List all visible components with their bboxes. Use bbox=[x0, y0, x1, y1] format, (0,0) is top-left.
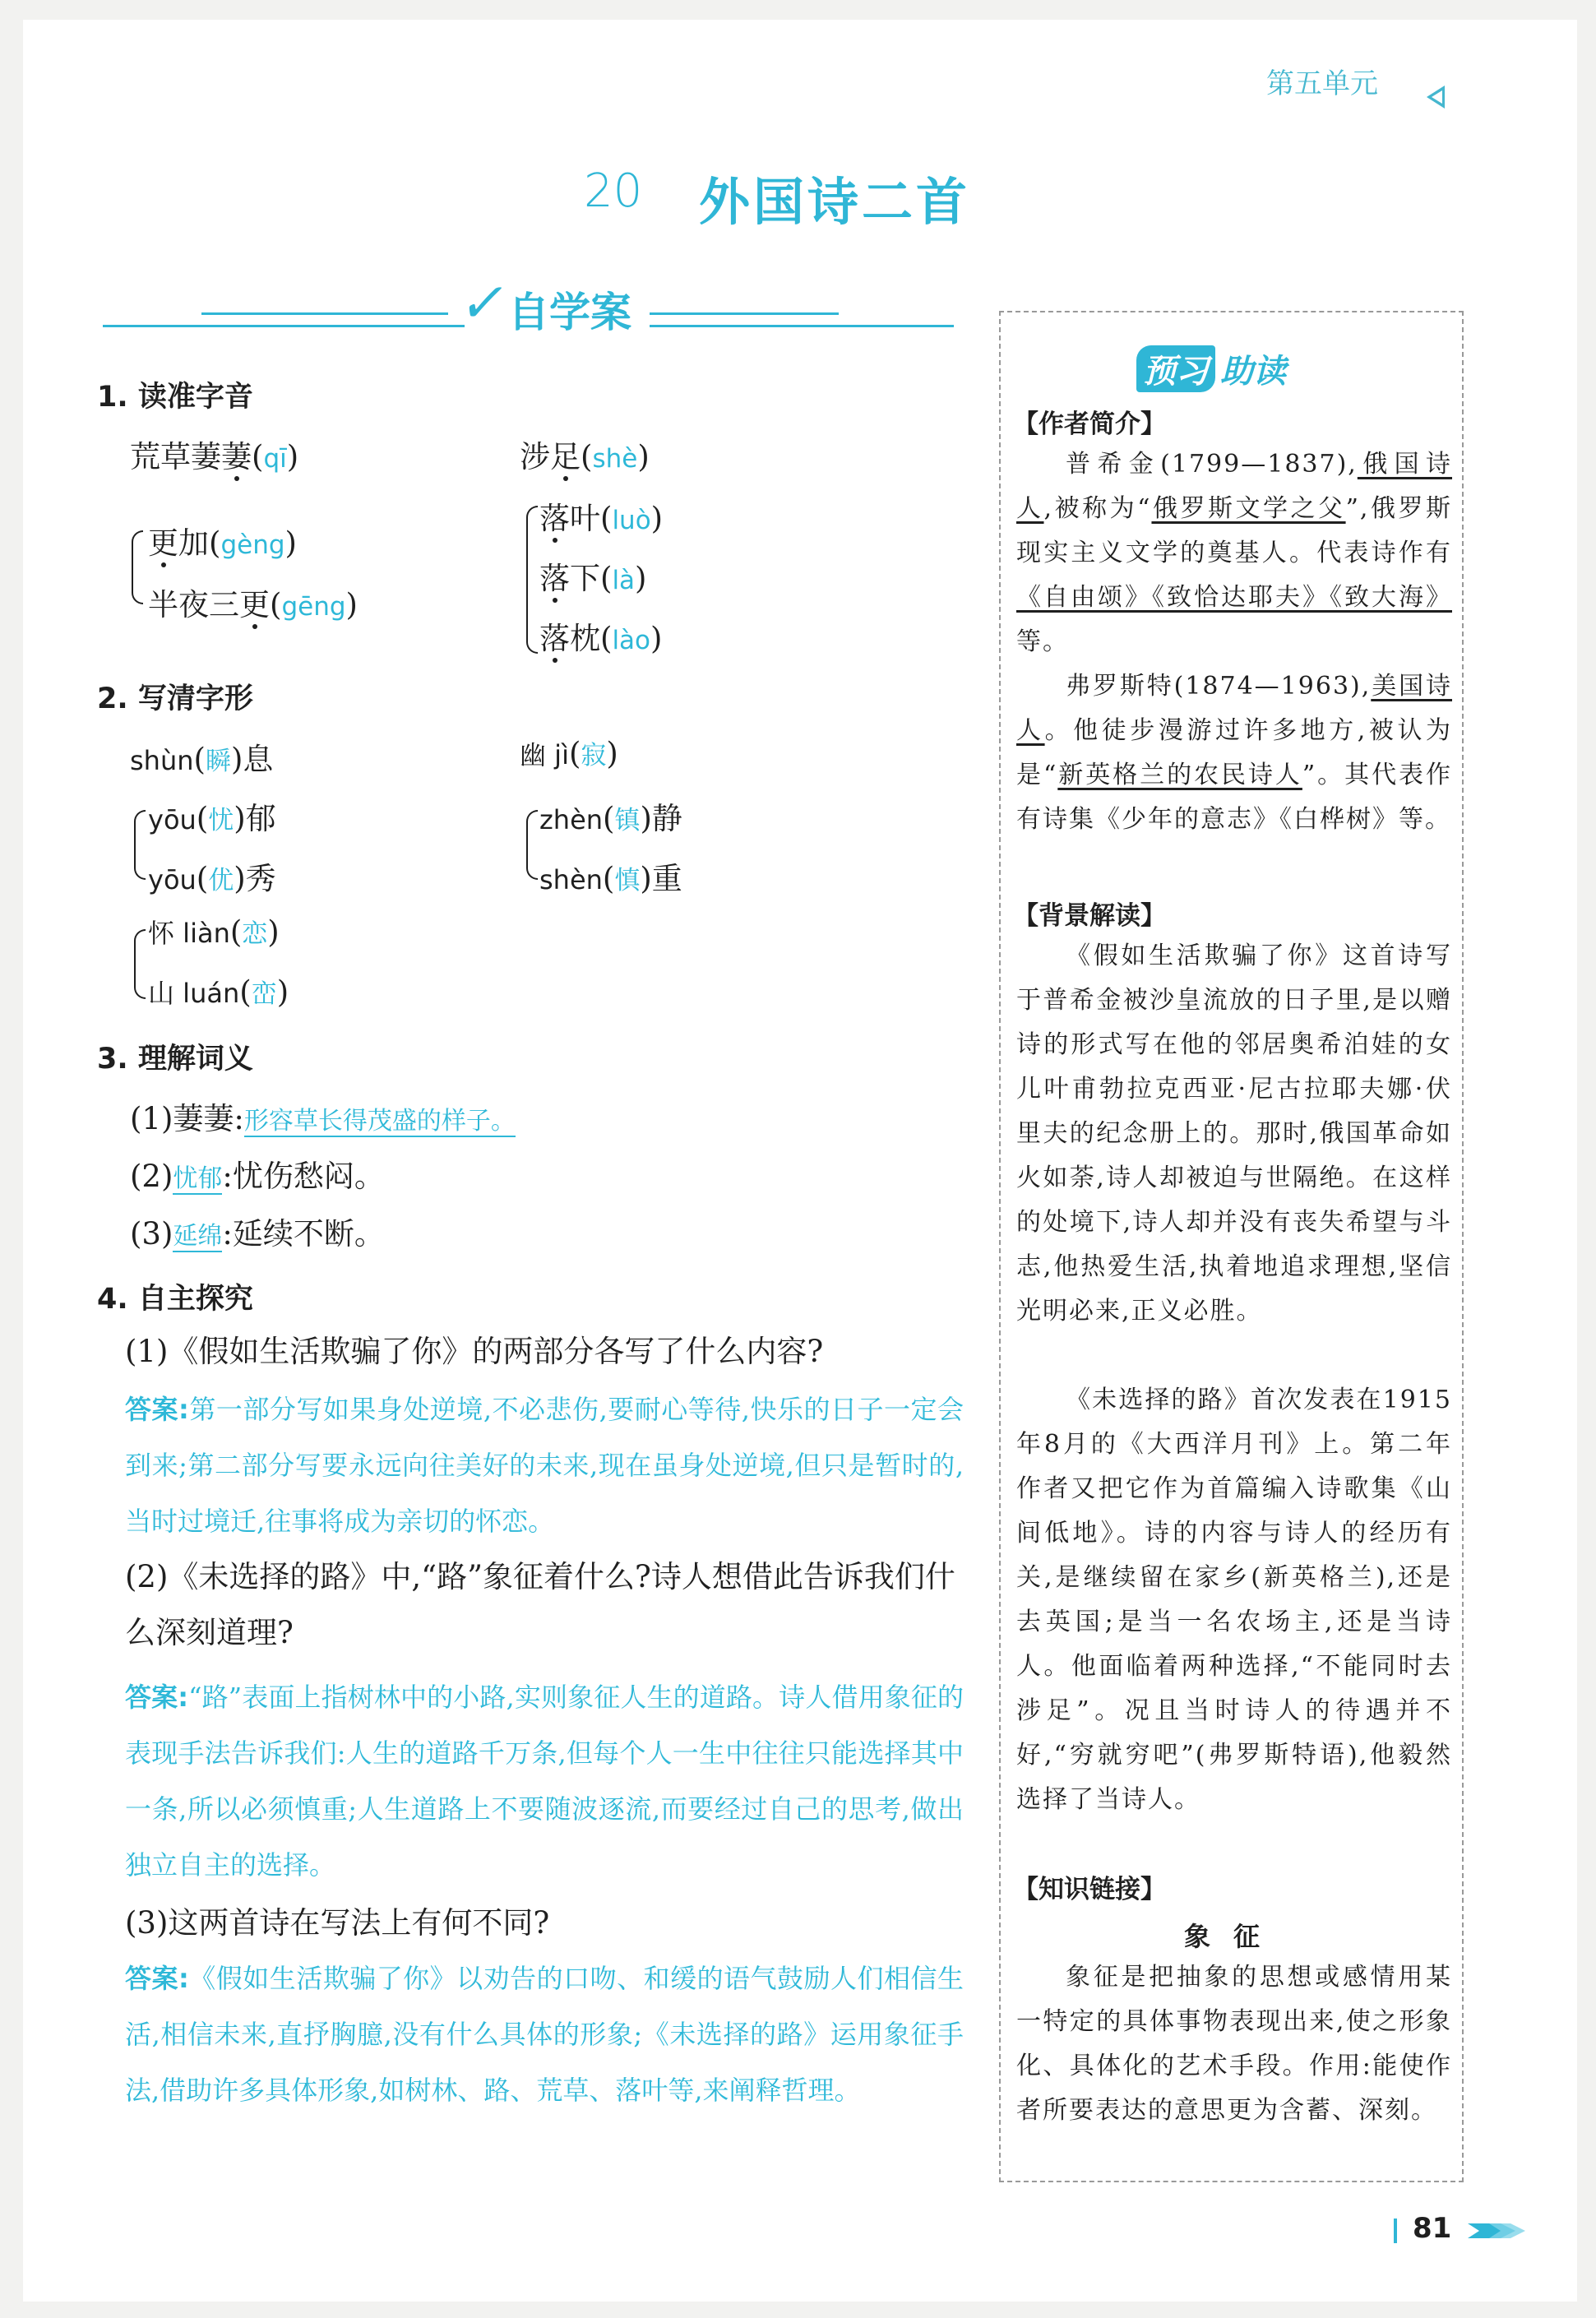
sidebar-paragraph: 普希金(1799—1837),俄国诗人,被称为“俄罗斯文学之父”,俄罗斯现实主义文学的奠基人。代表诗作有《自由颂》《致恰达耶夫》《致大海》等。 bbox=[1016, 450, 1453, 656]
section-banner: 自学案 bbox=[508, 289, 631, 336]
page-number: 81 bbox=[1413, 2212, 1452, 2245]
vocab-item: (3)延绵:延续不断。 bbox=[130, 1216, 385, 1252]
lesson-number: 20 bbox=[584, 164, 643, 218]
char-item: zhèn(镇)静 bbox=[539, 801, 682, 836]
sidebar-paragraph: 《未选择的路》首次发表在1915年8月的《大西洋月刊》上。第二年作者又把它作为首篇编入诗歌集《山间低地》。诗的内容与诗人的经历有关,是继续留在家乡(新英格兰),还是去英国;是当一名农场主,还是当诗人。他面临着两种选择,“不能同时去涉足”。况且当时诗人的待遇并不好,“穷就穷吧”(弗罗斯特语),他毅然选择了当诗人。 bbox=[1016, 1386, 1452, 1814]
checkmark-icon: ✓ bbox=[455, 271, 515, 335]
sidebar-heading: 【作者简介】 bbox=[1013, 409, 1166, 439]
page-number-bar bbox=[1394, 2219, 1397, 2243]
sidebar-paragraph: 象征是把抽象的思想或感情用某一特定的具体事物表现出来,使之形象化、具体化的艺术手段。作用:能使作者所要表达的意思更为含蓄、深刻。 bbox=[1016, 1963, 1452, 2125]
question: (3)这两首诗在写法上有何不同? bbox=[125, 1905, 550, 1941]
answer: 答案:“路”表面上指树林中的小路,实则象征人生的道路。诗人借用象征的表现手法告诉我们:人生的道路千万条,但每个人一生中往往只能选择其中一条,所以必须慎重;人生道路上不要随波逐流,而要经过自己的思考,做出独立自主的选择。 bbox=[125, 1682, 964, 1881]
char-item: 幽 jì(寂) bbox=[520, 736, 618, 771]
sidebar-paragraph: 弗罗斯特(1874—1963),美国诗人。他徒步漫游过许多地方,被认为是“新英格兰的农民诗人”。其代表作有诗集《少年的意志》《白桦树》等。 bbox=[1016, 672, 1453, 834]
pinyin-item: 荒草萋萋(qī) bbox=[130, 439, 299, 474]
char-item: shèn(慎)重 bbox=[539, 861, 682, 896]
char-item: yōu(优)秀 bbox=[148, 861, 276, 896]
pinyin-item: 落枕(lào) bbox=[539, 621, 663, 656]
banner-line-left-2 bbox=[201, 312, 448, 315]
vocab-item: (1)萋萋:形容草长得茂盛的样子。 bbox=[130, 1101, 516, 1136]
brace bbox=[134, 929, 146, 999]
banner-line-left bbox=[103, 325, 465, 327]
vocab-item: (2)忧郁:忧伤愁闷。 bbox=[130, 1159, 385, 1194]
lesson-title: 外国诗二首 bbox=[699, 172, 971, 232]
pinyin-item: 落下(là) bbox=[539, 561, 647, 596]
char-item: 山 luán(峦) bbox=[148, 974, 289, 1010]
answer: 答案:《假如生活欺骗了你》以劝告的口吻、和缓的语气鼓励人们相信生活,相信未来,直抒胸臆,没有什么具体的形象;《未选择的路》运用象征手法,借助许多具体形象,如树林、路、荒草、落叶等,来阐释哲理。 bbox=[125, 1963, 964, 2106]
section-heading: 3. 理解词义 bbox=[97, 1043, 253, 1076]
banner-line-right-2 bbox=[650, 312, 839, 315]
question: (2)《未选择的路》中,“路”象征着什么?诗人想借此告诉我们什么深刻道理? bbox=[125, 1559, 955, 1650]
sidebar-heading: 【背景解读】 bbox=[1013, 901, 1166, 931]
sidebar-title: 预习 助读 bbox=[1136, 345, 1286, 392]
pinyin-item: 更加(gèng) bbox=[148, 525, 297, 561]
section-heading: 4. 自主探究 bbox=[97, 1283, 253, 1316]
pinyin-item: 涉足(shè) bbox=[520, 439, 650, 474]
question: (1)《假如生活欺骗了你》的两部分各写了什么内容? bbox=[125, 1334, 824, 1369]
banner-line-right bbox=[650, 325, 954, 327]
section-heading: 1. 读准字音 bbox=[97, 381, 253, 414]
brace bbox=[132, 530, 143, 604]
char-item: yōu(忧)郁 bbox=[148, 801, 276, 836]
char-item: 怀 liàn(恋) bbox=[148, 914, 280, 950]
pinyin-item: 半夜三更(gēng) bbox=[148, 587, 358, 622]
char-item: shùn(瞬)息 bbox=[130, 742, 274, 777]
sidebar-heading: 【知识链接】 bbox=[1013, 1875, 1166, 1904]
brace bbox=[134, 810, 146, 880]
brace bbox=[526, 506, 538, 654]
brace bbox=[526, 810, 538, 880]
answer: 答案:第一部分写如果身处逆境,不必悲伤,要耐心等待,快乐的日子一定会到来;第二部分写要永远向往美好的未来,现在虽身处逆境,但只是暂时的,当时过境迁,往事将成为亲切的怀恋。 bbox=[125, 1394, 964, 1537]
section-heading: 2. 写清字形 bbox=[97, 682, 253, 715]
unit-label: 第五单元 bbox=[1266, 67, 1378, 100]
pinyin-item: 落叶(luò) bbox=[539, 501, 664, 536]
sidebar-paragraph: 《假如生活欺骗了你》这首诗写于普希金被沙皇流放的日子里,是以赠诗的形式写在他的邻居奥希泊娃的女儿叶甫勃拉克西亚·尼古拉耶夫娜·伏里夫的纪念册上的。那时,俄国革命如火如荼,诗人却被迫与世隔绝。在这样的处境下,诗人却并没有丧失希望与斗志,他热爱生活,执着地追求理想,坚信光明必来,正义必胜。 bbox=[1016, 942, 1452, 1326]
sidebar-subheading: 象征 bbox=[1184, 1921, 1284, 1952]
chevron-decoration-icon bbox=[1468, 2220, 1525, 2242]
triangle-icon-inner bbox=[1432, 90, 1442, 104]
